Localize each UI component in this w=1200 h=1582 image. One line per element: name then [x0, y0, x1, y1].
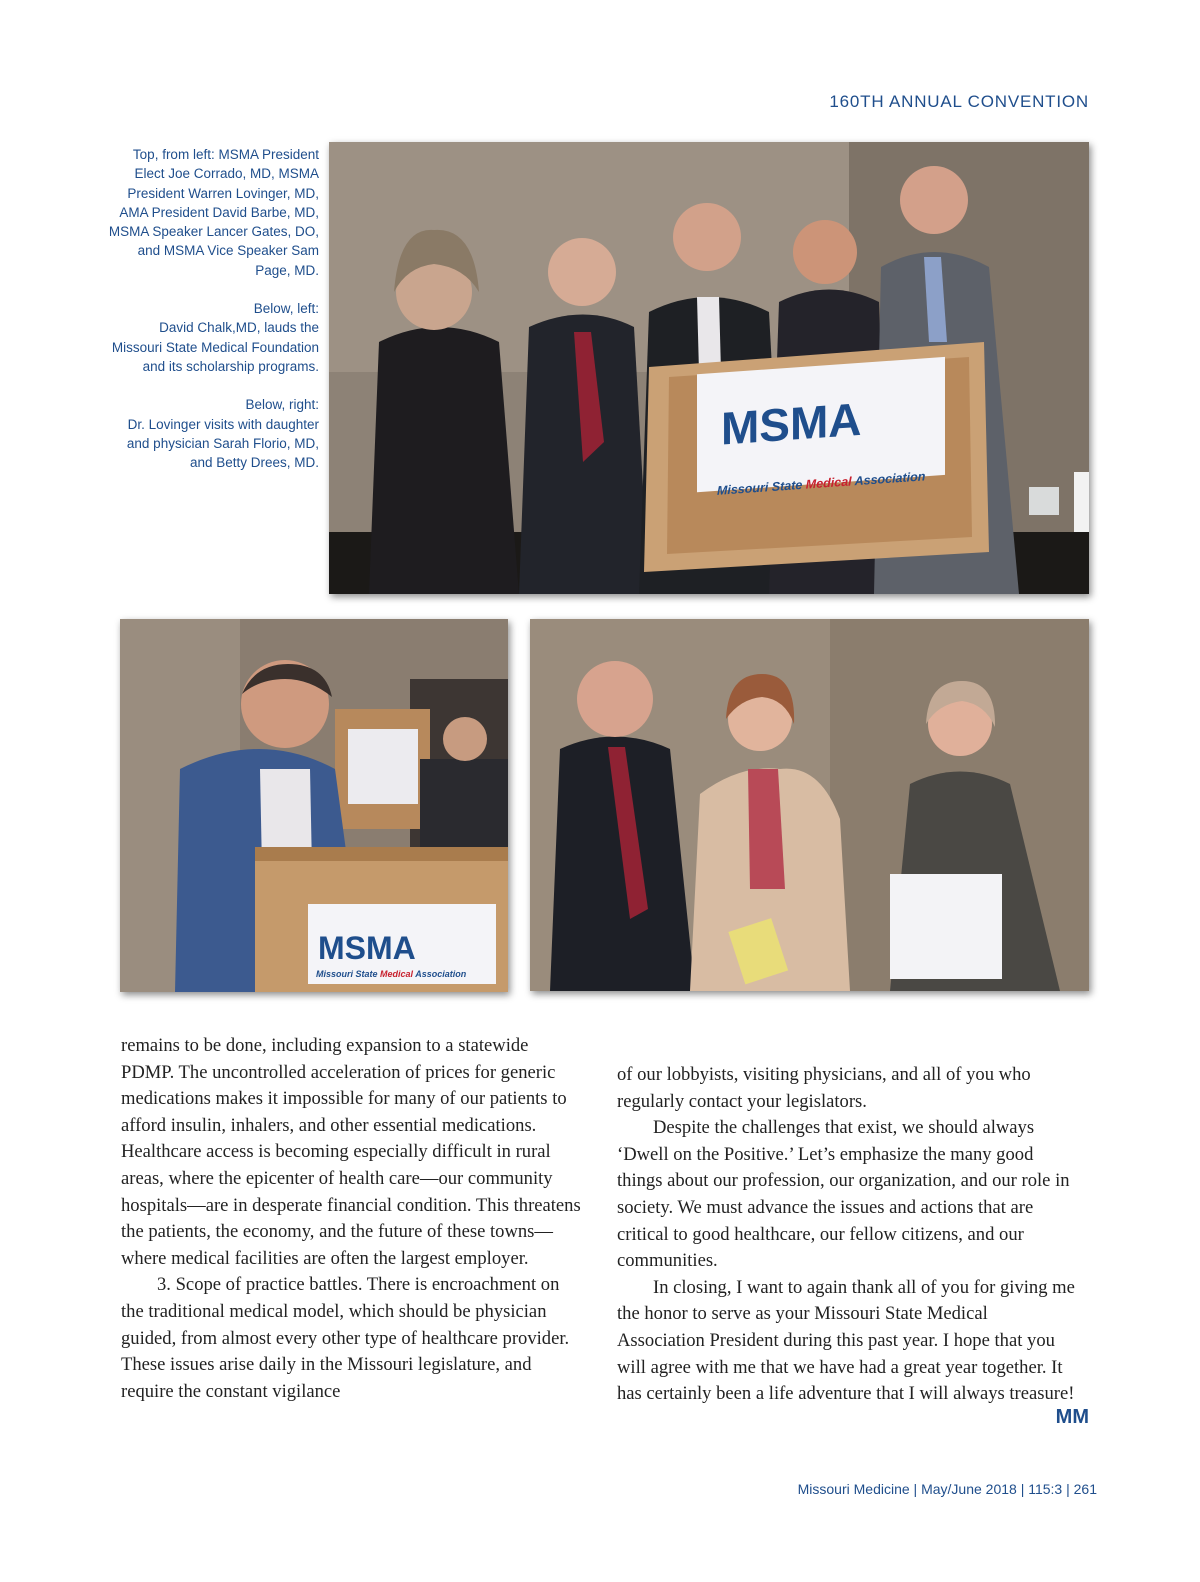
photo-three-people: [530, 619, 1089, 991]
section-header: 160TH ANNUAL CONVENTION: [829, 92, 1089, 111]
caption-below-left-text: David Chalk,MD, lauds the Missouri State Medical Foundation and its scholarship programs.: [111, 320, 319, 374]
photo-group-podium: [329, 142, 1089, 594]
page-footer: Missouri Medicine | May/June 2018 | 115:3 | 261: [797, 1481, 1097, 1497]
caption-below-right-text: Dr. Lovinger visits with daughter and physician Sarah Florio, MD, and Betty Drees, MD.: [126, 416, 319, 471]
caption-top: Top, from left: MSMA President Elect Joe Corrado, MD, MSMA President Warren Lovinger, MD, AMA President David Barbe, MD, MSMA Speaker Lancer Gates, DO, and MSMA Vice Speaker Sam Page, MD.: [108, 147, 319, 278]
article-paragraph: Despite the challenges that exist, we should always ‘Dwell on the Positive.’ Let’s emphasize the many good things about our profession, our organization, and our role in society. We must advance the issues and actions that are critical to good healthcare, our fellow citizens, and our communities.: [617, 1117, 1070, 1272]
article-paragraph: of our lobbyists, visiting physicians, and all of you who regularly contact your legislators.: [617, 1064, 1031, 1112]
article-paragraph: remains to be done, including expansion to a statewide PDMP. The uncontrolled acceleration of prices for generic medications makes it impossible for many of our patients to afford insulin, inhalers, and other essential medications. Healthcare access is becoming especially difficult in rural areas, where the epicenter of health care—our community hospitals—are in desperate financial condition. This threatens the patients, the economy, and the future of these towns—where medical facilities are often the largest employer.: [121, 1035, 581, 1269]
article-paragraph: In closing, I want to again thank all of you for giving me the honor to serve as your Missouri State Medical Association President during this past year. I hope that you will agree with me that we have had a great year together. It has certainly been a life adventure that I will always treasure!: [617, 1276, 1075, 1405]
podium-logo-letters: MSMA: [721, 392, 862, 455]
podium-logo-name: Missouri State Medical Association: [717, 469, 926, 498]
caption-below-right: [108, 395, 319, 472]
caption-below-right-heading: Below, right:: [245, 397, 319, 413]
end-mark: MM: [1055, 1406, 1089, 1428]
article-left-column: [121, 1033, 583, 1405]
article-right-column: [617, 1062, 1079, 1408]
lectern-logo-letters: MSMA: [318, 930, 416, 966]
lectern-logo-name: Missouri State Medical Association: [316, 969, 467, 979]
caption-below-left-heading: Below, left:: [253, 301, 319, 317]
photo-speaker-lectern: [120, 619, 508, 992]
photo-captions: [108, 145, 319, 491]
caption-below-left: [108, 299, 319, 376]
article-paragraph: 3. Scope of practice battles. There is encroachment on the traditional medical model, which should be physician guided, from almost every other type of healthcare provider. These issues arise daily in the Missouri legislature, and require the constant vigilance: [121, 1274, 570, 1402]
